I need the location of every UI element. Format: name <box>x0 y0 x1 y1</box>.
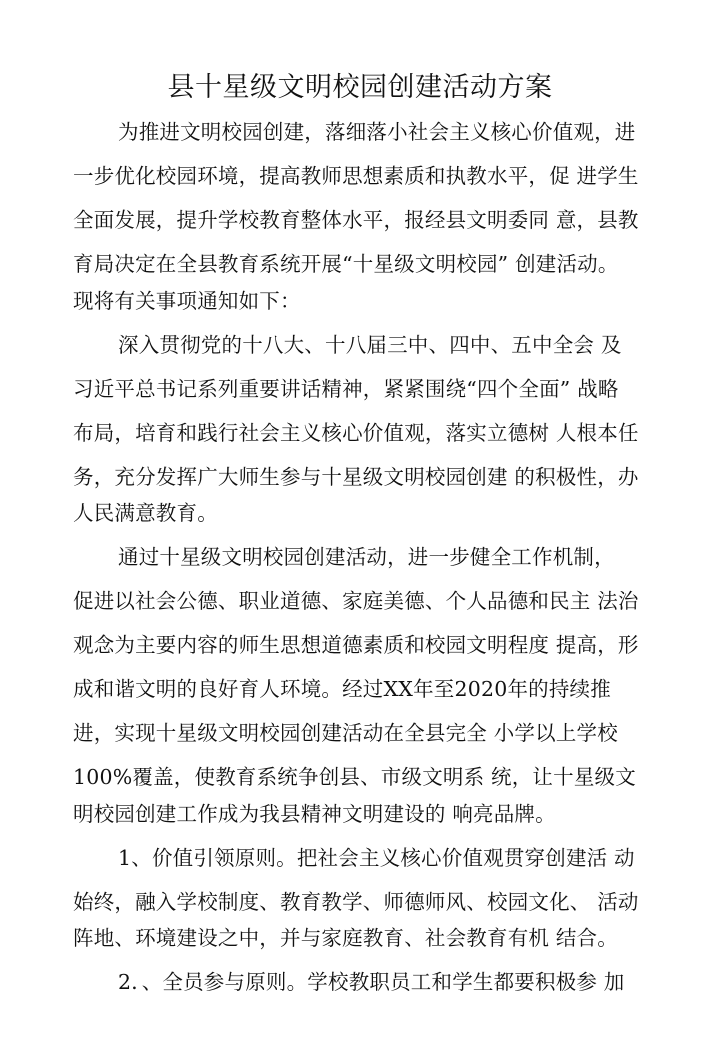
paragraph-line: 2．、全员参与原则。学校教职员工和学生都要积极参 加 <box>118 970 625 994</box>
paragraph-line: 一步优化校园环境，提高教师思想素质和执教水平，促 进学生 <box>73 164 639 188</box>
paragraph-line: 全面发展，提升学校教育整体水平，报经县文明委同 意，县教 <box>73 208 639 232</box>
paragraph-line: 明校园创建工作成为我县精神文明建设的 响亮品牌。 <box>73 802 556 826</box>
paragraph-line: 习近平总书记系列重要讲话精神，紧紧围绕“四个全面” 战略 <box>73 377 619 401</box>
paragraph-line: 始终，融入学校制度、教育教学、师德师风、校园文化、 活动 <box>73 890 639 914</box>
paragraph-line: 布局，培育和践行社会主义核心价值观，落实立德树 人根本任 <box>73 421 639 445</box>
paragraph-line: 观念为主要内容的师生思想道德素质和校园文明程度 提高，形 <box>73 633 639 657</box>
paragraph-line: 人民满意教育。 <box>73 501 218 525</box>
paragraph-line: 育局决定在全县教育系统开展“十星级文明校园” 创建活动。 <box>73 252 619 276</box>
paragraph-line: 务，充分发挥广大师生参与十星级文明校园创建 的积极性，办 <box>73 465 639 489</box>
paragraph-line: 成和谐文明的良好育人环境。经过XX年至2020年的持续推 <box>73 677 611 701</box>
paragraph-line: 进，实现十星级文明校园创建活动在全县完全 小学以上学校 <box>73 721 618 745</box>
paragraph-line: 100%覆盖，使教育系统争创县、市级文明系 统，让十星级文 <box>73 765 636 789</box>
paragraph-line: 通过十星级文明校园创建活动，进一步健全工作机制， <box>118 545 615 569</box>
paragraph-line: 促进以社会公德、职业道德、家庭美德、个人品德和民主 法治 <box>73 589 639 613</box>
paragraph-line: 1、价值引领原则。把社会主义核心价值观贯穿创建活 动 <box>118 846 635 870</box>
paragraph-line: 为推进文明校园创建，落细落小社会主义核心价值观，进 <box>118 120 636 144</box>
paragraph-line: 阵地、环境建设之中，并与家庭教育、社会教育有机 结合。 <box>73 926 618 950</box>
paragraph-line: 现将有关事项通知如下： <box>73 289 301 313</box>
document-title: 县十星级文明校园创建活动方案 <box>167 72 553 103</box>
paragraph-line: 深入贯彻党的十八大、十八届三中、四中、五中全会 及 <box>118 333 622 357</box>
